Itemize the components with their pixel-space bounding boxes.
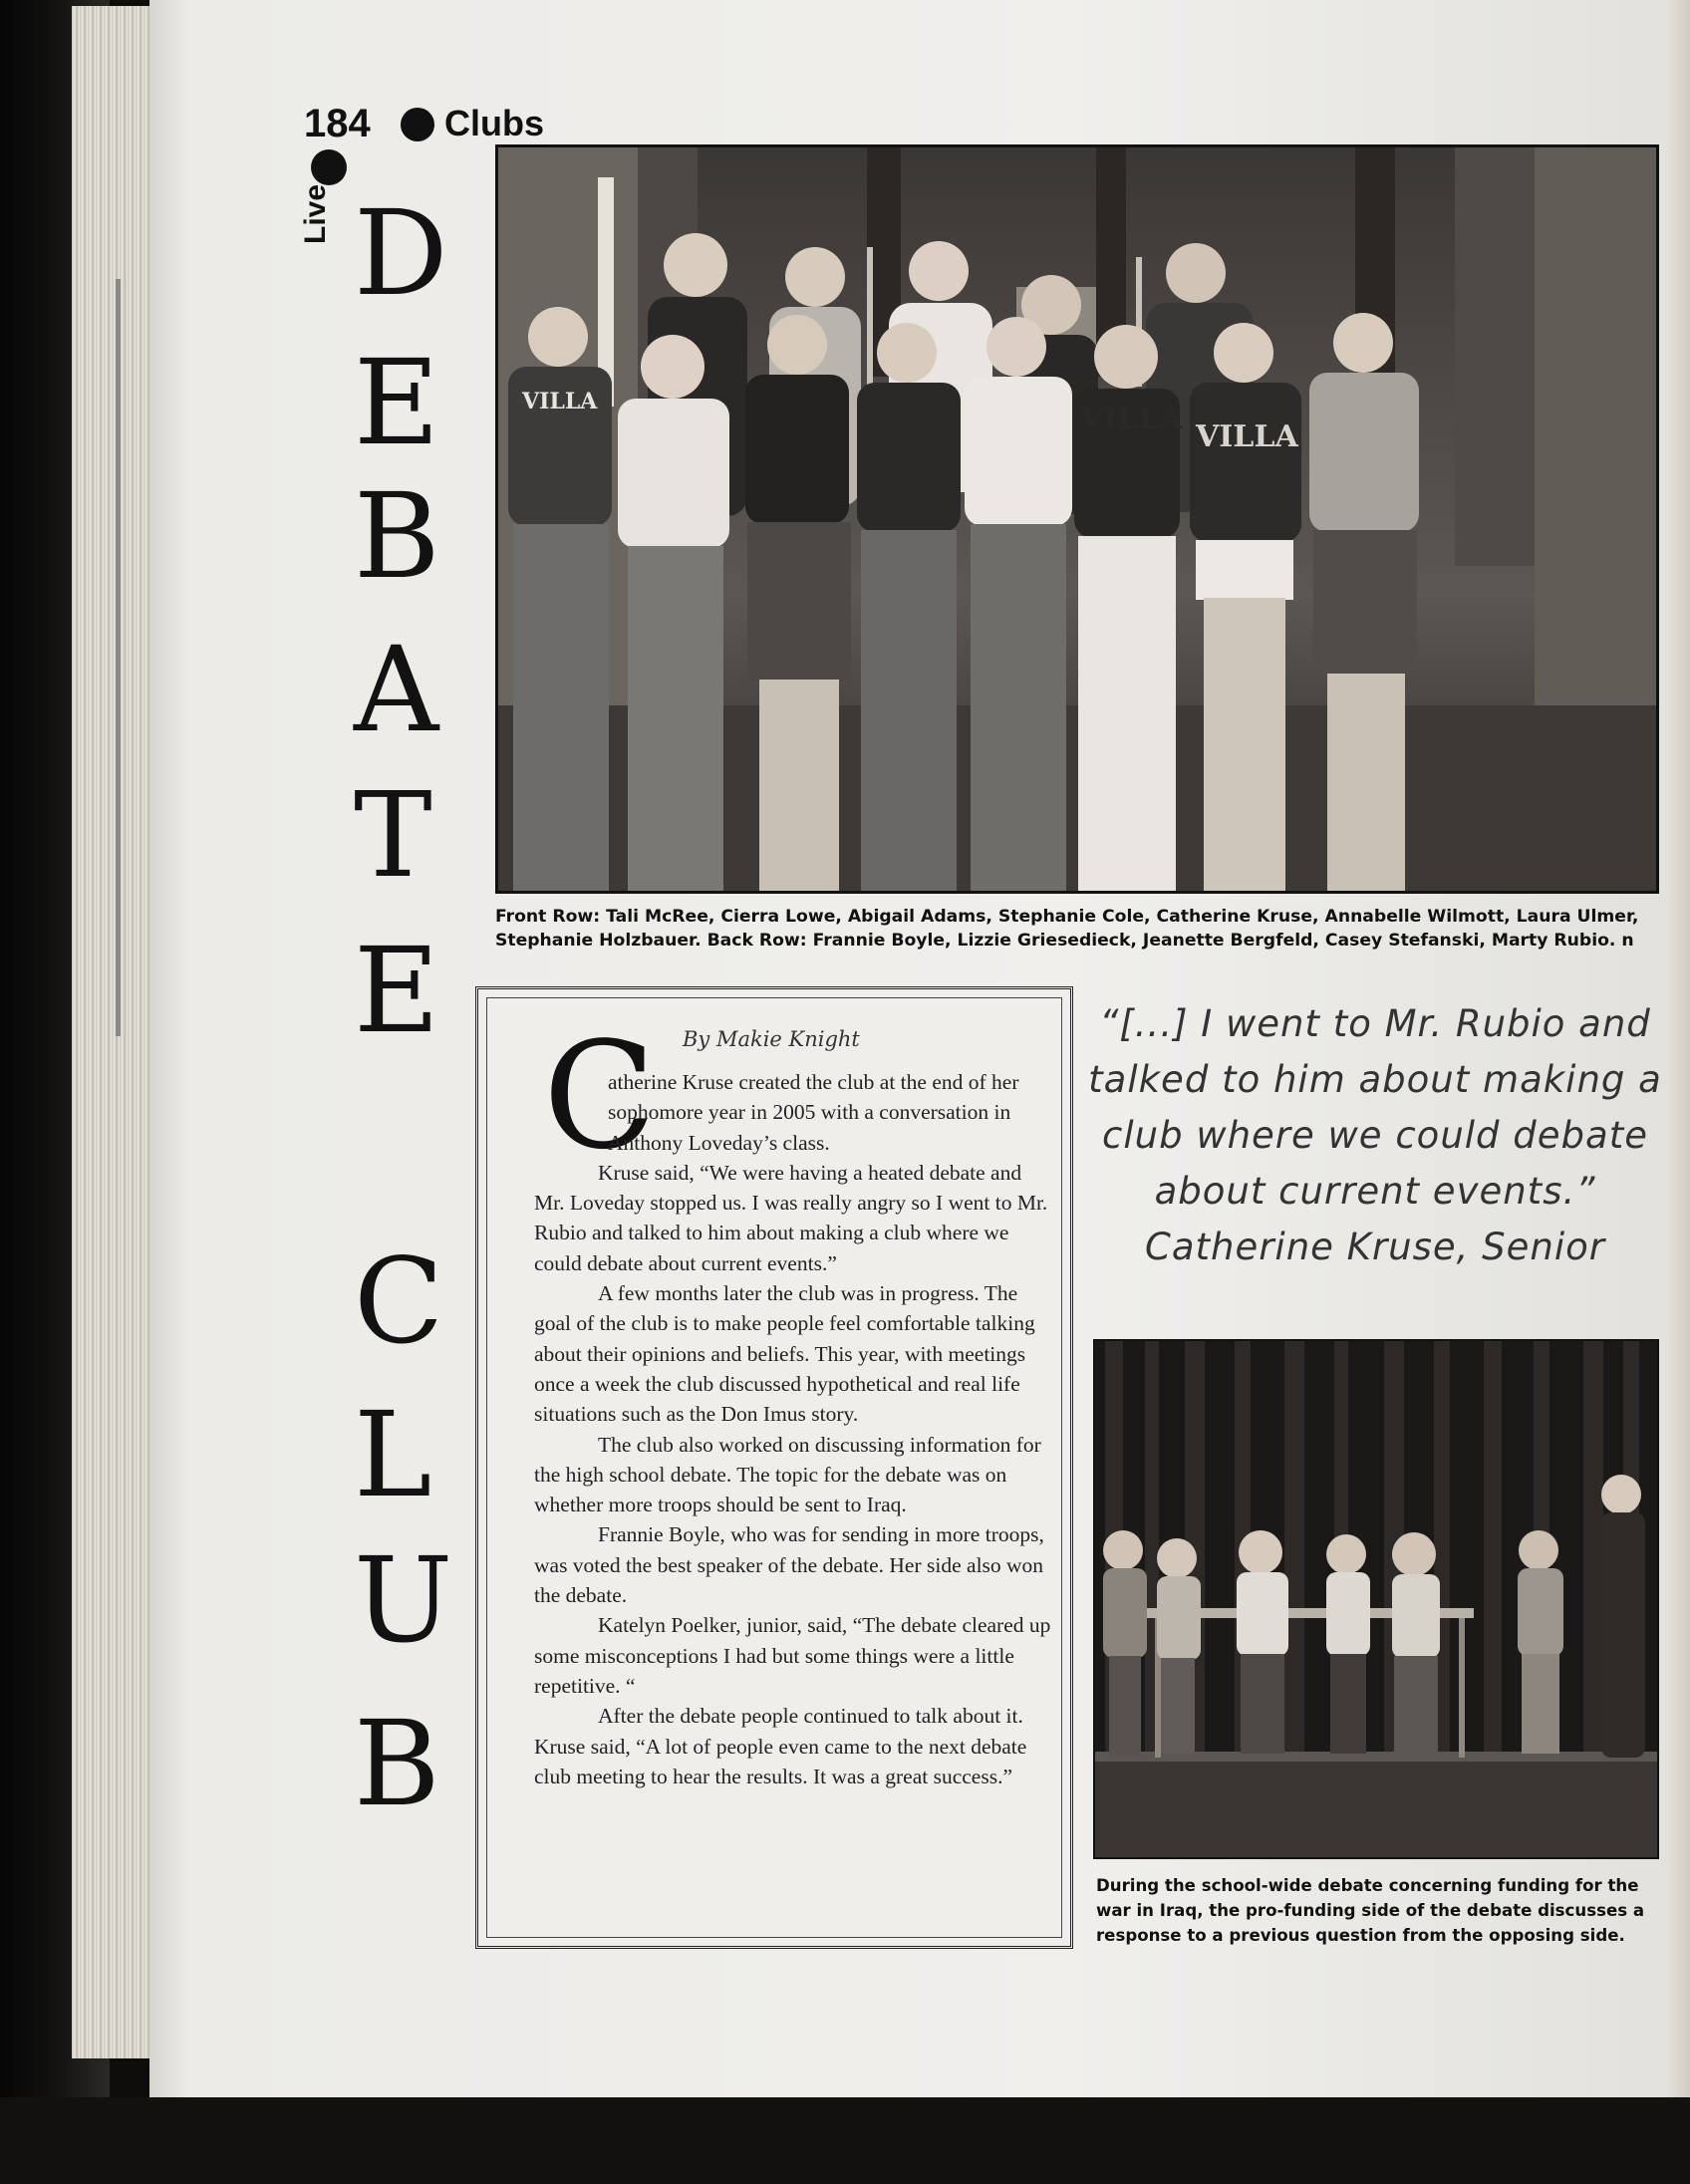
debate-photo-illustration [1095,1341,1657,1857]
debate-photo [1093,1339,1659,1859]
article-paragraph: After the debate people continued to talk about it. Kruse said, “A lot of people even came to the next debate club meeting to hear the results. It was a great success.” [534,1704,1027,1788]
title-letter: E [354,922,440,1059]
article-paragraph: Katelyn Poelker, junior, said, “The debate cleared up some misconceptions I had but some things were a little repetitive. “ [534,1613,1051,1698]
spine-line [116,279,121,1036]
section-title: Clubs [444,103,545,143]
title-letter: A [354,621,439,758]
title-letter: B [354,1695,440,1832]
page-number: 184 [304,102,371,145]
title-letter: B [354,467,440,605]
background-bottom [0,2097,1690,2184]
article-paragraph: A few months later the club was in progress. The goal of the club is to make people feel comfortable talking about their opinions and beliefs. This year, with meetings once a week the club discussed hypothetical and real life situations such as the Don Imus story. [534,1281,1035,1427]
article-box [475,986,1073,1949]
villa-shirt-text: VILLA [1196,419,1298,454]
title-letter: D [354,184,448,322]
byline: By Makie Knight [683,1027,860,1051]
group-photo-caption: Front Row: Tali McRee, Cierra Lowe, Abigail Adams, Stephanie Cole, Catherine Kruse, Annabelle Wilmott, Laura Ulmer, Stephanie Holzbauer. Back Row: Frannie Boyle, Lizzie Griesedieck, Jeanette Bergfeld, Casey Stefanski, Marty Rubio. n [495,907,1639,951]
villa-shirt-text: VILLA [1080,402,1183,436]
title-letter: L [354,1386,432,1523]
title-letter: E [354,334,440,471]
article-paragraph: The club also worked on discussing information for the high school debate. The topic for the debate was on whether more troops should be sent to Iraq. [534,1432,1041,1517]
pull-quote: “[...] I went to Mr. Rubio and talked to him about making a club where we could debate about current events.” Catherine Kruse, Senior [1088,1002,1662,1268]
page-stack-edges [72,6,151,2058]
article-body [534,1067,1052,1791]
bullet-dot-icon [311,149,347,185]
debate-photo-caption: During the school-wide debate concerning funding for the war in Iraq, the pro-funding side of the debate discusses a response to a previous question from the opposing side. [1096,1876,1645,1945]
article-paragraph: Kruse said, “We were having a heated debate and Mr. Loveday stopped us. I was really angry so I went to Mr. Rubio and talked to him about making a club where we could debate about current events.” [534,1160,1048,1275]
villa-shirt-text: VILLA [522,389,598,414]
bullet-dot-icon [401,108,434,141]
article-paragraph: Frannie Boyle, who was for sending in more troops, was voted the best speaker of the debate. Her side also won the debate. [534,1522,1044,1608]
article-paragraph: atherine Kruse created the club at the end of her sophomore year in 2005 with a conversation in Anthony Loveday’s class. [608,1070,1019,1155]
title-letter: U [354,1531,453,1669]
side-label: Live [299,183,332,244]
drop-cap: C [543,1010,657,1182]
title-letter: T [354,766,432,904]
group-photo [495,144,1659,894]
right-page-edge [1666,0,1690,2102]
group-photo-illustration [498,147,1656,891]
title-letter: C [354,1232,444,1370]
